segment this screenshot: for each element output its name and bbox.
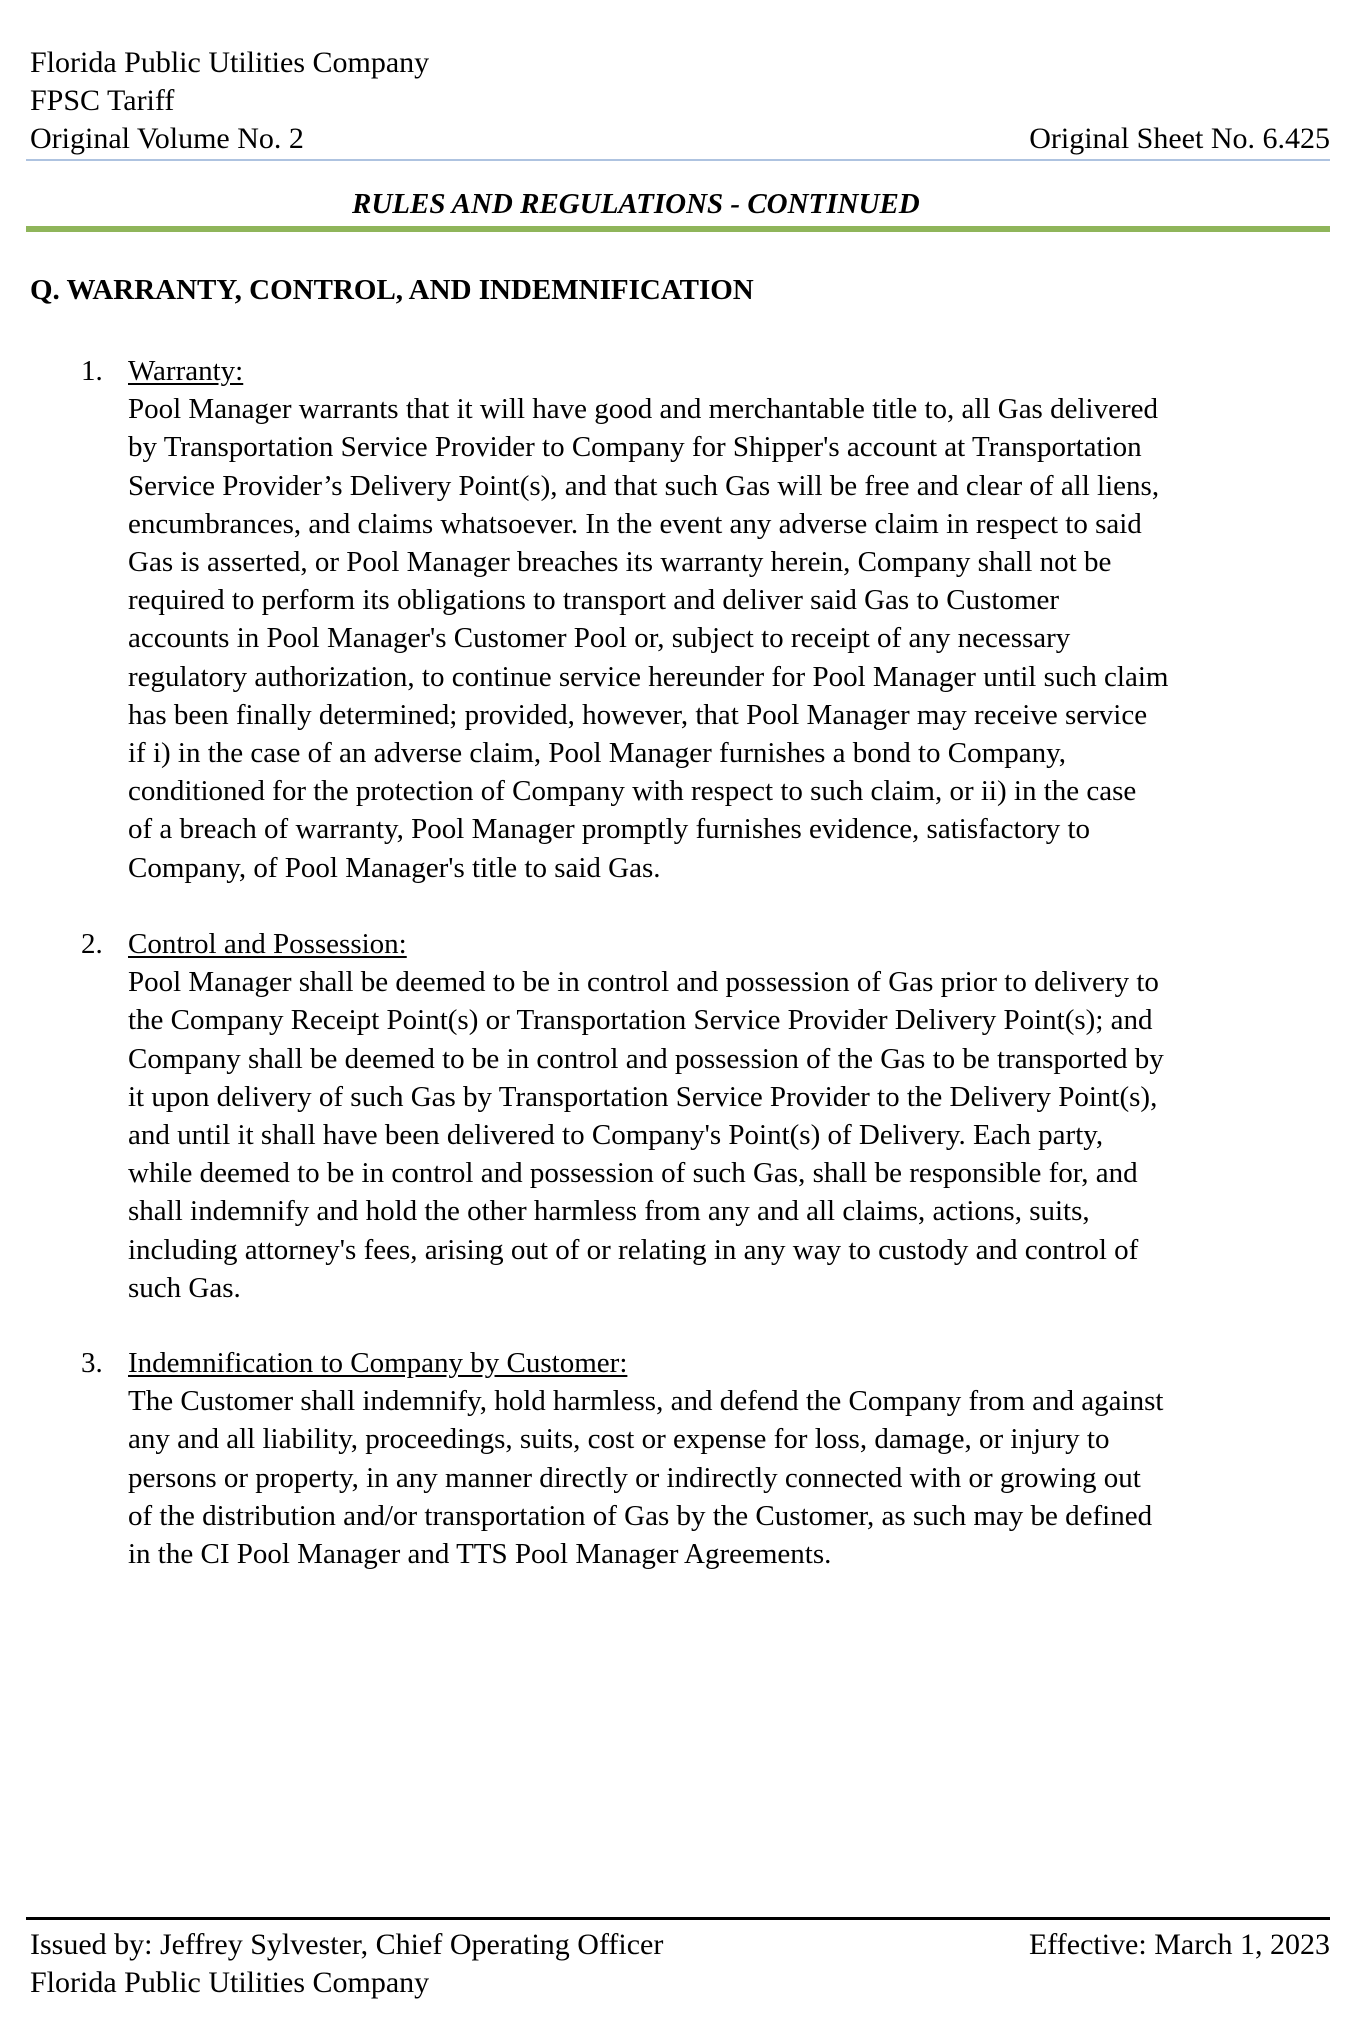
body-line: if i) in the case of an adverse claim, Pool Manager furnishes a bond to Company,: [128, 737, 1066, 770]
item-title: Warranty:: [128, 355, 244, 387]
item-body: [128, 1382, 1328, 1573]
header-tariff: FPSC Tariff: [30, 84, 175, 117]
list-item-control-possession: [81, 925, 1331, 1307]
footer-divider: [26, 1917, 1330, 1920]
header-company: Florida Public Utilities Company: [30, 46, 430, 79]
body-line: in the CI Pool Manager and TTS Pool Manager Agreements.: [128, 1538, 832, 1571]
section-banner: RULES AND REGULATIONS - CONTINUED: [352, 188, 920, 220]
item-title: Control and Possession:: [128, 928, 407, 960]
footer-issued-by: Issued by: Jeffrey Sylvester, Chief Operating Officer: [30, 1928, 664, 1961]
body-line: by Transportation Service Provider to Company for Shipper's account at Transportation: [128, 431, 1142, 464]
body-line: such Gas.: [128, 1271, 241, 1304]
body-line: any and all liability, proceedings, suits, cost or expense for loss, damage, or injury to: [128, 1423, 1110, 1456]
section-heading: Q. WARRANTY, CONTROL, AND INDEMNIFICATION: [30, 274, 754, 306]
body-line: Service Provider’s Delivery Point(s), and that such Gas will be free and clear of all liens,: [128, 469, 1160, 502]
body-line: accounts in Pool Manager's Customer Pool or, subject to receipt of any necessary: [128, 622, 1071, 655]
body-line: Pool Manager warrants that it will have good and merchantable title to, all Gas delivered: [128, 393, 1158, 426]
body-line: Gas is asserted, or Pool Manager breaches its warranty herein, Company shall not be: [128, 546, 1112, 579]
item-number: 2.: [81, 928, 103, 960]
body-line: required to perform its obligations to transport and deliver said Gas to Customer: [128, 584, 1060, 617]
body-line: shall indemnify and hold the other harmless from any and all claims, actions, suits,: [128, 1195, 1090, 1228]
list-item-warranty: [81, 352, 1331, 887]
page-header: [30, 44, 1330, 158]
body-line: encumbrances, and claims whatsoever. In the event any adverse claim in respect to said: [128, 507, 1142, 540]
body-line: regulatory authorization, to continue service hereunder for Pool Manager until such claim: [128, 660, 1169, 693]
body-line: Company, of Pool Manager's title to said Gas.: [128, 851, 661, 884]
footer-company: Florida Public Utilities Company: [30, 1966, 430, 1999]
item-number: 1.: [81, 355, 103, 387]
body-line: Pool Manager shall be deemed to be in control and possession of Gas prior to delivery to: [128, 966, 1159, 999]
body-line: The Customer shall indemnify, hold harmless, and defend the Company from and against: [128, 1385, 1164, 1418]
body-line: persons or property, in any manner directly or indirectly connected with or growing out: [128, 1461, 1141, 1494]
body-line: has been finally determined; provided, however, that Pool Manager may receive service: [128, 698, 1148, 731]
header-volume-row: [30, 120, 1330, 158]
body-line: it upon delivery of such Gas by Transportation Service Provider to the Delivery Point(s),: [128, 1080, 1158, 1113]
header-sheet-number: Original Sheet No. 6.425: [1029, 122, 1330, 155]
body-line: the Company Receipt Point(s) or Transportation Service Provider Delivery Point(s); and: [128, 1004, 1153, 1037]
body-line: conditioned for the protection of Company with respect to such claim, or ii) in the case: [128, 775, 1137, 808]
body-line: and until it shall have been delivered to Company's Point(s) of Delivery. Each party,: [128, 1119, 1104, 1152]
body-line: while deemed to be in control and possession of such Gas, shall be responsible for, and: [128, 1157, 1138, 1190]
page-footer: [30, 1926, 1330, 2002]
footer-effective-date: Effective: March 1, 2023: [1028, 1928, 1330, 1961]
banner-divider: [26, 226, 1330, 232]
item-title: Indemnification to Company by Customer:: [128, 1347, 628, 1379]
item-body: [128, 390, 1328, 887]
footer-issued-row: [30, 1926, 1330, 1964]
item-body: [128, 963, 1328, 1307]
body-line: of a breach of warranty, Pool Manager promptly furnishes evidence, satisfactory to: [128, 813, 1091, 846]
list-item-indemnification: [81, 1344, 1331, 1573]
item-number: 3.: [81, 1347, 103, 1379]
body-line: Company shall be deemed to be in control and possession of the Gas to be transported by: [128, 1042, 1164, 1075]
body-line: including attorney's fees, arising out of or relating in any way to custody and control of: [128, 1233, 1139, 1266]
header-volume: Original Volume No. 2: [30, 122, 304, 155]
body-line: of the distribution and/or transportation of Gas by the Customer, as such may be defined: [128, 1499, 1153, 1532]
header-divider: [26, 159, 1330, 161]
